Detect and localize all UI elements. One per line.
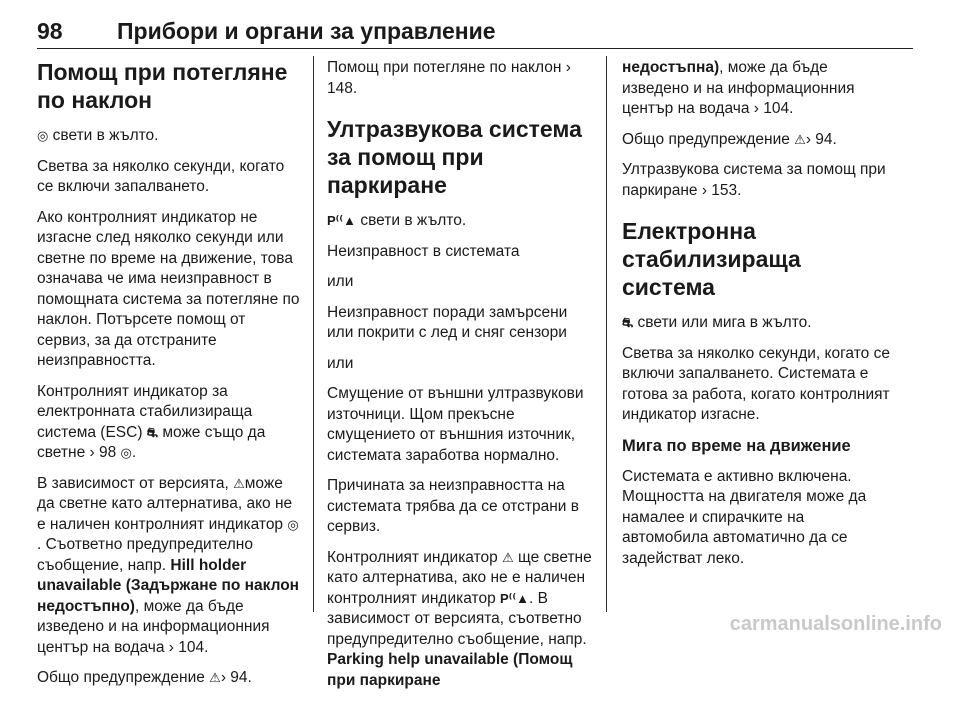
ref-arrow-icon: › (89, 444, 95, 461)
text: , може да бъде изведено и на информационния център на водача (37, 597, 270, 656)
paragraph (327, 58, 592, 99)
text: Общо предупреждение (622, 130, 795, 148)
page-reference-link[interactable]: 104. (173, 638, 209, 656)
hill-assist-indicator-icon: ◎ (287, 516, 299, 532)
paragraph (37, 126, 302, 147)
page-reference-link[interactable]: 104. (758, 100, 794, 117)
paragraph (37, 382, 302, 464)
paragraph (622, 130, 892, 151)
warning-icon: ⚠ (794, 131, 806, 147)
heading-hill-start-assist: Помощ при потегляне по наклон (37, 59, 288, 113)
subheading-flashing: Мига по време на движение (622, 436, 851, 455)
warning-icon: ⚠ (209, 670, 221, 685)
text: свети в жълто. (48, 127, 159, 144)
heading-parking-assist: Ултразвукова система за помощ при паркиране (327, 116, 582, 198)
text: В зависимост от версията, (37, 474, 234, 492)
paragraph (622, 313, 892, 334)
text: . В зависимост от версията, съответно предупредително съобщение, напр. (327, 589, 587, 648)
esc-indicator-icon: ⛐ (146, 424, 159, 440)
column-divider (313, 56, 314, 612)
paragraph: Ако контролният индикатор не изгасне след няколко секунди или светне по време на движение, това означава че има неизправност в помощната система за потегляне по наклон. Потърсете помощ от сервиз, за да отстраните неизправността. (37, 208, 300, 369)
text: свети или мига в жълто. (633, 314, 812, 331)
esc-indicator-icon: ⛐ (622, 315, 634, 330)
text: свети в жълто. (356, 212, 467, 229)
paragraph: Неизправност в системата (327, 242, 520, 260)
paragraph: или (327, 273, 354, 290)
warning-icon: ⚠ (502, 549, 514, 565)
text: Контролният индикатор за електронната стабилизираща система (ESC) (37, 382, 253, 441)
page-reference-link[interactable]: 148. (327, 79, 358, 97)
page-header (37, 8, 913, 49)
text: Контролният индикатор (327, 548, 503, 566)
paragraph: Светва за няколко секунди, когато се включи запалването. (37, 157, 285, 195)
column-divider (606, 56, 607, 612)
text: , може да бъде изведено и на информационния център на водача (622, 59, 855, 117)
paragraph (327, 211, 592, 232)
ref-arrow-icon: › (805, 130, 811, 148)
paragraph (622, 160, 892, 201)
watermark: carmanualsonline.info (729, 613, 942, 635)
parking-assist-indicator-icon: P⁽⁽▲ (500, 590, 530, 606)
parking-assist-indicator-icon: P⁽⁽▲ (327, 213, 357, 228)
ref-arrow-icon: › (565, 59, 571, 76)
section-title: Прибори и органи за управление (117, 18, 496, 44)
paragraph (622, 58, 892, 120)
page-reference-link[interactable]: 98 (94, 444, 121, 461)
heading-electronic-stability: Електронна стабилизираща система (622, 218, 801, 300)
hill-assist-indicator-icon: ◎ (120, 445, 132, 460)
paragraph (327, 548, 592, 692)
text: ще светне като алтернатива, ако не е наличен контролният индикатор (327, 548, 592, 607)
column-3 (622, 58, 892, 579)
text: може също да светне (37, 423, 266, 461)
message-text: Parking help unavailable (Помощ при паркиране (327, 651, 573, 689)
warning-icon: ⚠ (233, 475, 245, 491)
text: Помощ при потегляне по наклон (327, 59, 566, 76)
paragraph: Смущение от външни ултразвукови източници. Щом прекъсне смущението от външния източник, системата заработва нормално. (327, 385, 584, 464)
paragraph: Системата е активно включена. Мощността на двигателя може да намалее и спирачките на автомобила автоматично да се задействат леко. (622, 467, 867, 567)
column-2 (327, 58, 592, 701)
message-text: недостъпна) (622, 59, 720, 76)
ref-arrow-icon: › (168, 638, 174, 656)
paragraph: Неизправност поради замърсени или покрити с лед и сняг сензори (327, 303, 568, 341)
ref-arrow-icon: › (753, 100, 759, 117)
column-1 (37, 58, 302, 699)
hill-assist-indicator-icon: ◎ (37, 128, 49, 143)
ref-arrow-icon: › (220, 669, 226, 686)
paragraph: Светва за няколко секунди, когато се включи запалването. Системата е готова за работа, когато контролният индикатор изгасне. (622, 344, 890, 423)
paragraph: или (327, 354, 354, 372)
paragraph (37, 474, 302, 659)
text: може да светне като алтернатива, ако не е наличен контролният индикатор (37, 474, 293, 533)
text: Общо предупреждение (37, 669, 210, 686)
page-reference-link[interactable]: 94. (811, 130, 837, 148)
paragraph (37, 668, 302, 689)
message-text: Hill holder unavailable (Задържане по наклон недостъпно) (37, 556, 300, 615)
page-reference-link[interactable]: 94. (226, 669, 252, 686)
page-number: 98 (37, 18, 63, 44)
text: . Съответно предупредително съобщение, напр. (37, 536, 253, 574)
text: Ултразвукова система за помощ при паркиране (622, 161, 886, 199)
ref-arrow-icon: › (701, 181, 707, 199)
page-reference-link[interactable]: 153. (706, 181, 742, 199)
text: . (131, 444, 137, 461)
paragraph: Причината за неизправността на системата трябва да се отстрани в сервиз. (327, 477, 579, 535)
